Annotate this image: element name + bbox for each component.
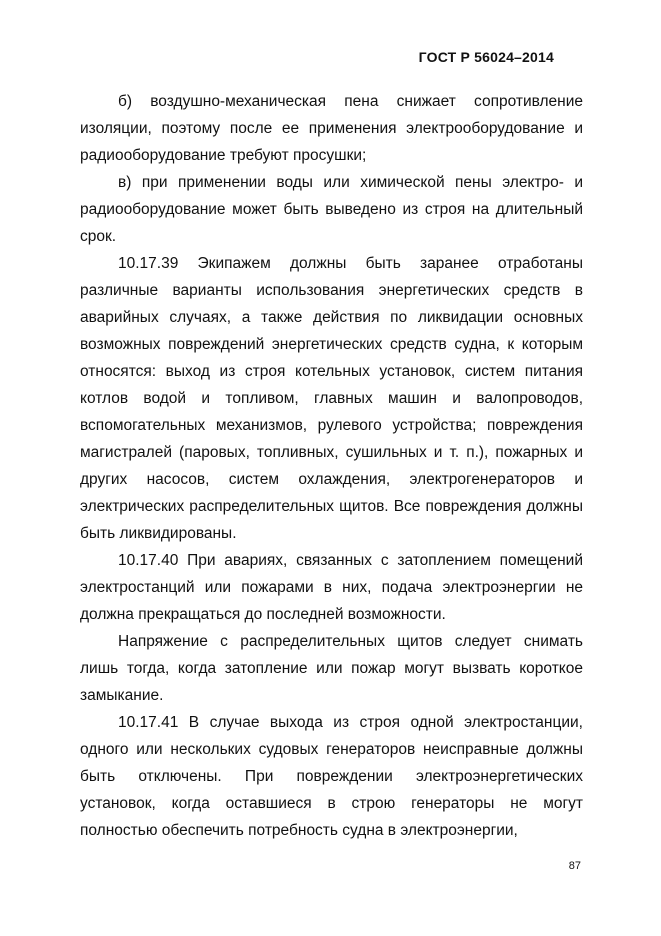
paragraph-item-v: в) при применении воды или химической пены электро- и радиооборудование может быть выведено из строя на длительный срок. [80,174,583,245]
paragraph-voltage-note: Напряжение с распределительных щитов следует снимать лишь тогда, когда затопление или пожар могут вызвать короткое замыкание. [80,633,583,704]
paragraph-10-17-40: 10.17.40 При авариях, связанных с затоплением помещений электростанций или пожарами в них, подача электроэнергии не должна прекращаться до последней возможности. [80,552,583,623]
paragraph-item-b: б) воздушно-механическая пена снижает сопротивление изоляции, поэтому после ее применения электрооборудование и радиооборудование требуют просушки; [80,93,583,164]
page-number: 87 [568,860,581,872]
paragraph-10-17-39: 10.17.39 Экипажем должны быть заранее отработаны различные варианты использования энергетических средств в аварийных случаях, а также действия по ликвидации основных возможных повреждений энергетических средств судна, к которым относятся: выход из строя котельных установок, систем питания котлов водой и топливом, главных машин и валопроводов, вспомогательных механизмов, рулевого устройства; повреждения магистралей (паровых, топливных, сушильных и т. п.), пожарных и других насосов, систем охлаждения, электрогенераторов и электрических распределительных щитов. Все повреждения должны быть ликвидированы. [80,255,583,542]
document-body [80,88,583,844]
page-header-standard-id: ГОСТ Р 56024–2014 [418,49,554,65]
paragraph-10-17-41: 10.17.41 В случае выхода из строя одной электростанции, одного или нескольких судовых генераторов неисправные должны быть отключены. При повреждении электроэнергетических установок, когда оставшиеся в строю генераторы не могут полностью обеспечить потребность судна в электроэнергии, [80,714,583,839]
